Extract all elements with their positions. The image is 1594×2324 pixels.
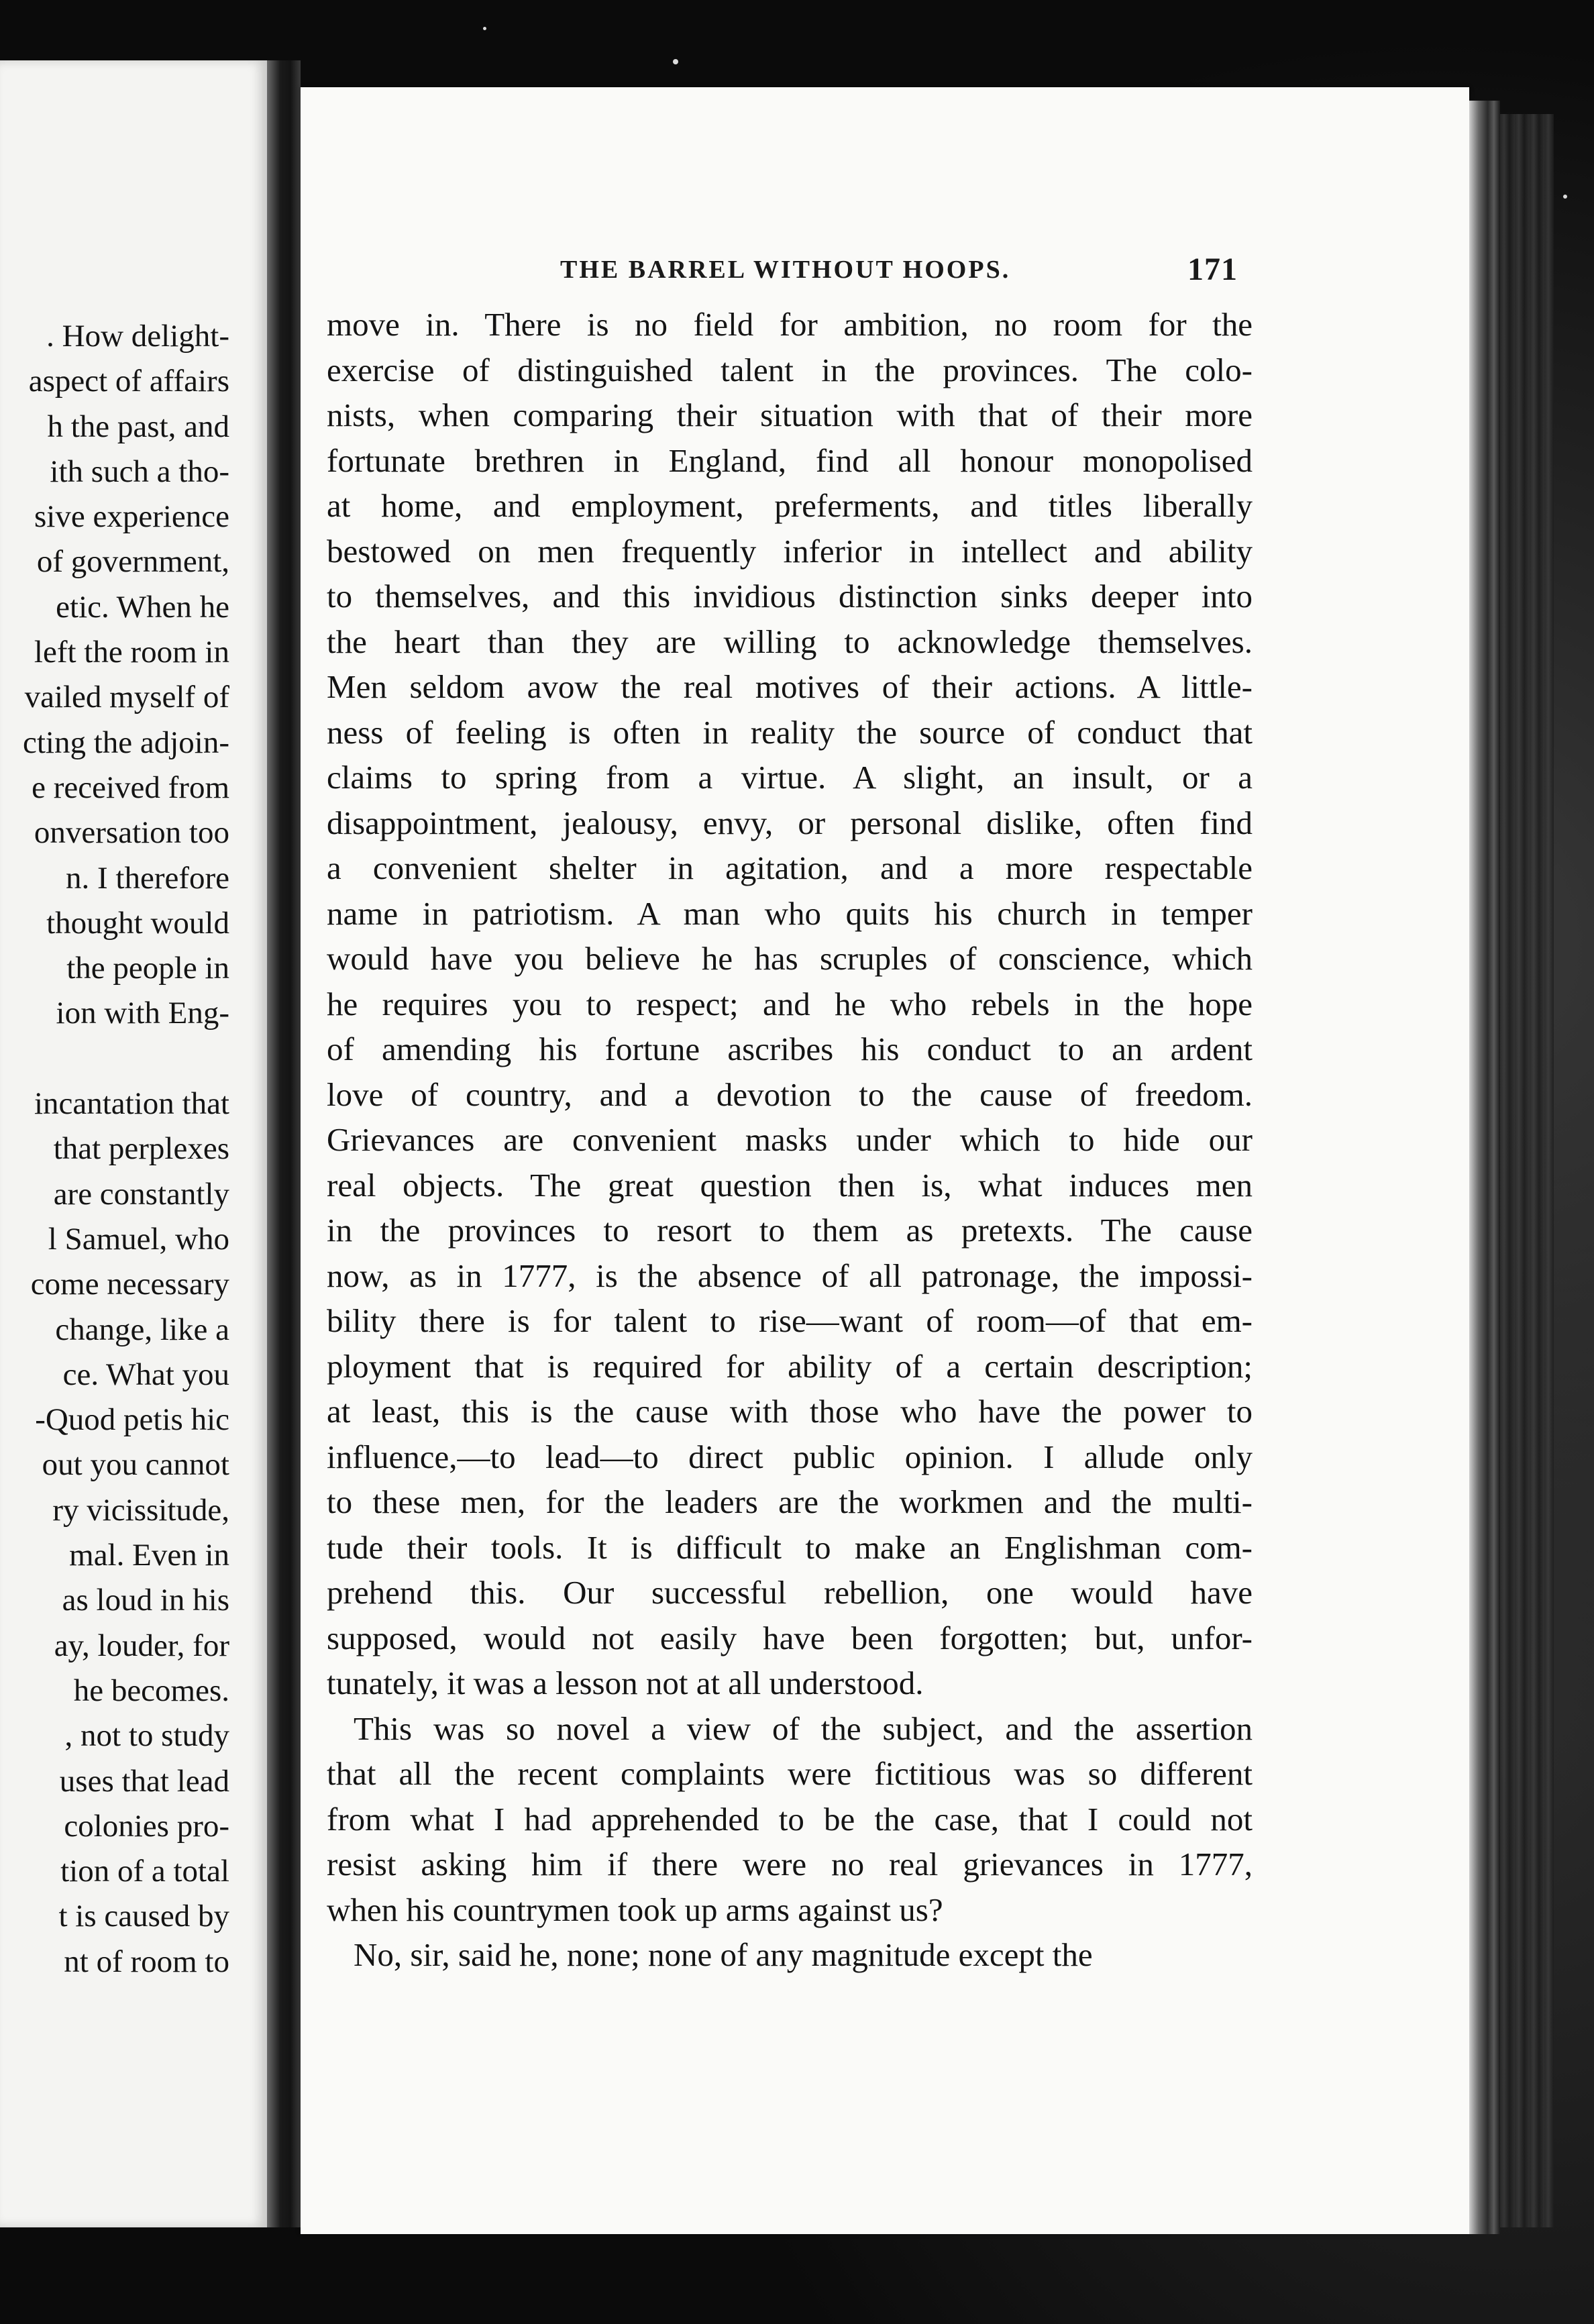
left-page-line: he becomes. bbox=[73, 1673, 229, 1708]
body-line: bestowed on men frequently inferior in intellect and ability bbox=[327, 532, 1253, 570]
left-page-line: ce. What you bbox=[62, 1357, 229, 1392]
book-gutter bbox=[267, 60, 301, 2227]
left-page-line: out you cannot bbox=[42, 1447, 229, 1483]
left-page-line: t is caused by bbox=[58, 1899, 229, 1934]
left-page-line: of government, bbox=[36, 544, 229, 580]
left-page-line: aspect of affairs bbox=[28, 364, 229, 399]
left-page-line: cting the adjoin- bbox=[22, 725, 229, 760]
left-page-line: that perplexes bbox=[53, 1131, 229, 1167]
dust-speck bbox=[673, 59, 678, 64]
left-facing-page bbox=[0, 60, 267, 2227]
body-line: love of country, and a devotion to the cause of freedom. bbox=[327, 1075, 1253, 1113]
left-page-line: nt of room to bbox=[64, 1944, 229, 1979]
body-line: tunately, it was a lesson not at all understood. bbox=[327, 1665, 924, 1701]
left-page-line: vailed myself of bbox=[24, 680, 229, 715]
body-line: supposed, would not easily have been forgotten; but, unfor- bbox=[327, 1619, 1253, 1656]
body-line: tude their tools. It is difficult to make an Englishman com- bbox=[327, 1528, 1253, 1566]
left-page-line: . How delight- bbox=[46, 319, 229, 354]
body-line: Grievances are convenient masks under which to hide our bbox=[327, 1121, 1253, 1158]
left-page-line: onversation too bbox=[34, 815, 229, 851]
body-line: prehend this. Our successful rebellion, one would have bbox=[327, 1574, 1253, 1611]
body-line: in the provinces to resort to them as pretexts. The cause bbox=[327, 1212, 1253, 1249]
body-line: nists, when comparing their situation with that of their more bbox=[327, 397, 1253, 433]
body-line: when his countrymen took up arms against us? bbox=[327, 1891, 943, 1928]
left-page-line: incantation that bbox=[34, 1086, 229, 1122]
page-number: 171 bbox=[1187, 252, 1238, 287]
body-line: fortunate brethren in England, find all honour monopolised bbox=[327, 441, 1253, 479]
running-head-title: THE BARREL WITHOUT HOOPS. bbox=[560, 256, 1011, 284]
body-line: exercise of distinguished talent in the provinces. The colo- bbox=[327, 351, 1253, 388]
left-page-line: tion of a total bbox=[60, 1854, 229, 1889]
body-line: the heart than they are willing to acknowledge themselves. bbox=[327, 623, 1253, 660]
body-line: claims to spring from a virtue. A slight, an insult, or a bbox=[327, 759, 1253, 796]
left-page-line: l Samuel, who bbox=[48, 1221, 229, 1257]
left-page-line: thought would bbox=[46, 905, 229, 941]
body-line: would have you believe he has scruples of conscience, which bbox=[327, 940, 1253, 977]
left-page-line: uses that lead bbox=[59, 1763, 229, 1799]
body-line: real objects. The great question then is, what induces men bbox=[327, 1166, 1253, 1204]
left-page-line: n. I therefore bbox=[66, 860, 229, 896]
left-page-line: e received from bbox=[32, 770, 229, 805]
body-line: bility there is for talent to rise—want of room—of that em- bbox=[327, 1302, 1253, 1339]
body-line: This was so novel a view of the subject, and the assertion bbox=[354, 1709, 1253, 1747]
left-page-text bbox=[0, 314, 229, 1985]
dust-speck bbox=[483, 27, 486, 30]
left-page-line: come necessary bbox=[30, 1267, 229, 1302]
body-line: at home, and employment, preferments, and titles liberally bbox=[327, 487, 1253, 524]
body-text bbox=[327, 302, 1253, 1978]
body-line: now, as in 1777, is the absence of all patronage, the impossi- bbox=[327, 1257, 1253, 1294]
body-line: No, sir, said he, none; none of any magnitude except the bbox=[354, 1936, 1093, 1973]
left-page-line: ry vicissitude, bbox=[52, 1492, 229, 1528]
left-page-line: left the room in bbox=[34, 635, 229, 670]
body-line: to these men, for the leaders are the workmen and the multi- bbox=[327, 1483, 1253, 1520]
book-block-edge bbox=[1500, 114, 1554, 2227]
left-page-line: sive experience bbox=[34, 499, 229, 535]
body-line: he requires you to respect; and he who rebels in the hope bbox=[327, 985, 1253, 1022]
body-line: resist asking him if there were no real grievances in 1777, bbox=[327, 1846, 1253, 1883]
body-line: Men seldom avow the real motives of their actions. A little- bbox=[327, 668, 1253, 705]
left-page-line: as loud in his bbox=[62, 1583, 229, 1618]
body-line: move in. There is no field for ambition, no room for the bbox=[327, 306, 1253, 343]
running-head bbox=[560, 252, 1238, 295]
body-line: ness of feeling is often in reality the source of conduct that bbox=[327, 713, 1253, 751]
body-line: that all the recent complaints were fictitious was so different bbox=[327, 1755, 1253, 1792]
body-line: name in patriotism. A man who quits his church in temper bbox=[327, 894, 1253, 932]
left-page-line: ion with Eng- bbox=[56, 996, 229, 1031]
left-page-line: change, like a bbox=[55, 1312, 229, 1347]
left-page-line bbox=[0, 1037, 229, 1081]
left-page-line: -Quod petis hic bbox=[35, 1402, 229, 1438]
body-line: at least, this is the cause with those who have the power to bbox=[327, 1393, 1253, 1430]
left-page-line: colonies pro- bbox=[64, 1808, 229, 1844]
page-edge-shadow bbox=[1469, 101, 1500, 2234]
body-line: influence,—to lead—to direct public opinion. I allude only bbox=[327, 1438, 1253, 1475]
left-page-line: the people in bbox=[66, 951, 229, 986]
left-page-line: ith such a tho- bbox=[50, 454, 229, 489]
body-line: disappointment, jealousy, envy, or personal dislike, often find bbox=[327, 804, 1253, 841]
body-line: of amending his fortune ascribes his conduct to an ardent bbox=[327, 1031, 1253, 1067]
left-page-line: etic. When he bbox=[56, 589, 229, 625]
left-page-line: , not to study bbox=[64, 1718, 229, 1754]
left-page-line: mal. Even in bbox=[69, 1538, 229, 1573]
body-line: to themselves, and this invidious distinction sinks deeper into bbox=[327, 578, 1253, 615]
left-page-line: ay, louder, for bbox=[54, 1628, 229, 1663]
body-line: from what I had apprehended to be the case, that I could not bbox=[327, 1800, 1253, 1838]
dust-speck bbox=[1563, 195, 1567, 199]
body-line: ployment that is required for ability of a certain description; bbox=[327, 1347, 1253, 1385]
body-line: a convenient shelter in agitation, and a more respectable bbox=[327, 849, 1253, 886]
left-page-line: h the past, and bbox=[47, 409, 229, 444]
left-page-line: are constantly bbox=[53, 1176, 229, 1212]
